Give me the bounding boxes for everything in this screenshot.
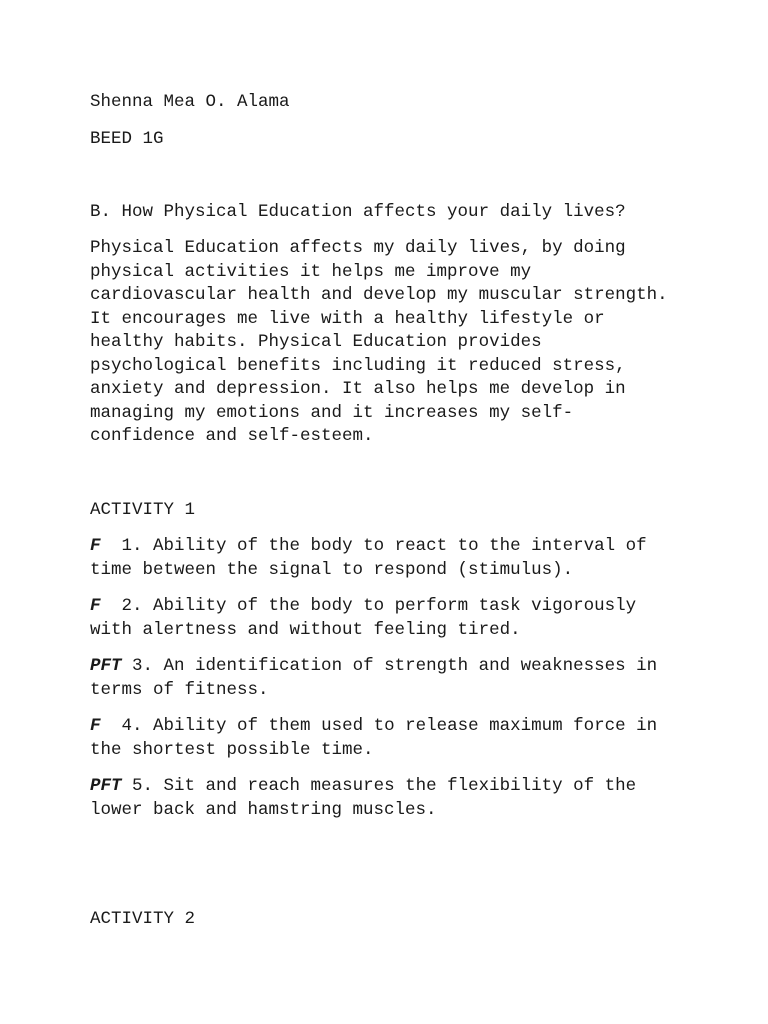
student-section: BEED 1G xyxy=(90,129,164,149)
answer-tag: PFT xyxy=(90,656,122,676)
answer-tag: F xyxy=(90,716,101,736)
answer-tag: PFT xyxy=(90,776,122,796)
answer-tag: F xyxy=(90,536,101,556)
answer-line: Physical Education affects my daily lives, by doing xyxy=(90,238,626,258)
item-text: 5. Sit and reach measures the flexibility of the xyxy=(132,776,637,796)
item-text: time between the signal to respond (stimulus). xyxy=(90,559,574,580)
item-text: terms of fitness. xyxy=(90,679,269,700)
item-text: 2. Ability of the body to perform task vigorously xyxy=(121,596,637,616)
answer-line: physical activities it helps me improve my xyxy=(90,261,532,282)
answer-line: It encourages me live with a healthy lifestyle or xyxy=(90,308,605,329)
answer-line: confidence and self-esteem. xyxy=(90,426,374,446)
activity2-title: ACTIVITY 2 xyxy=(90,909,196,929)
item-text: with alertness and without feeling tired. xyxy=(90,619,521,640)
answer-line: healthy habits. Physical Education provides xyxy=(90,332,542,352)
question-b: B. How Physical Education affects your daily lives? xyxy=(90,202,626,222)
item-text: the shortest possible time. xyxy=(90,739,374,760)
answer-line: psychological benefits including it reduced stress, xyxy=(90,355,626,376)
answer-line: managing my emotions and it increases my self- xyxy=(90,402,574,423)
answer-line: anxiety and depression. It also helps me develop in xyxy=(90,379,626,399)
answer-tag: F xyxy=(90,596,101,616)
item-text: 3. An identification of strength and weaknesses in xyxy=(132,656,658,676)
item-text: 1. Ability of the body to react to the interval of xyxy=(121,536,647,556)
item-text: lower back and hamstring muscles. xyxy=(90,799,437,820)
student-name: Shenna Mea O. Alama xyxy=(90,92,290,112)
activity1-title: ACTIVITY 1 xyxy=(90,500,196,520)
item-text: 4. Ability of them used to release maximum force in xyxy=(121,716,658,736)
answer-line: cardiovascular health and develop my muscular strength. xyxy=(90,285,668,305)
